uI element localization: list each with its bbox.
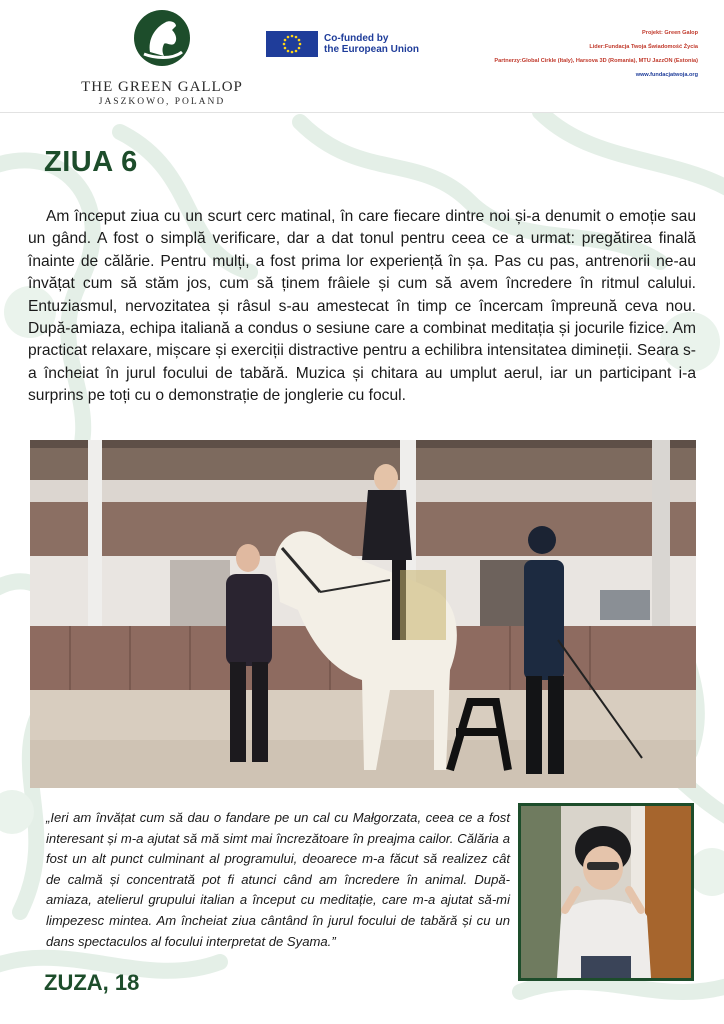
leader-line: Lider:Fundacja Twoja Świadomość Życia bbox=[589, 44, 698, 50]
intro-paragraph: Am început ziua cu un scurt cerc matinal, în care fiecare dintre noi și-a denumit o emoție sau un gând. A fost o simplă verificare, dar a dat tonul pentru ceea ce a urmat: pregătirea finală înainte de călărie. Pentru mulți, a fost prima lor experiență în șa. Pas cu pas, antrenorii ne-au învățat cum să stăm jos, cum să ținem frâiele și cum să avem încredere în ritmul calului. Entuziasmul, nervozitatea și râsul s-au amestecat în timp ce încercam împreună ceva nou. După-amiaza, echipa italiană a condus o sesiune care a combinat meditația și jocurile fizice. Am practicat relaxare, mișcare și exerciții distractive pentru a echilibra intensitatea dimineții. Seara s-a încheiat în jurul focului de tabără. Muzica și chitara au umplut aerul, iar un participant i-a surprins pe toți cu o demonstrație de jonglerie cu focul. bbox=[28, 208, 696, 405]
website-link[interactable]: www.fundacjatwoja.org bbox=[635, 72, 698, 78]
riding-lesson-photo bbox=[30, 440, 696, 788]
eu-cofunded-badge bbox=[266, 30, 419, 58]
eu-flag-icon bbox=[266, 31, 318, 57]
quote-author: ZUZA, 18 bbox=[44, 970, 140, 995]
eu-text bbox=[324, 33, 419, 55]
page-header bbox=[0, 0, 724, 113]
partners-line: Partnerzy:Global Cirkle (Italy), Harsova 3D (Romania), MTU JazzON (Estonia) bbox=[494, 58, 698, 64]
eu-line-1: Co-funded by bbox=[324, 33, 389, 44]
org-location: JASZKOWO, POLAND bbox=[98, 97, 226, 107]
partners-block bbox=[438, 26, 698, 82]
participant-photo bbox=[518, 803, 694, 981]
org-name: THE GREEN GALLOP bbox=[81, 79, 243, 95]
participant-quote: „Ieri am învățat cum să dau o fandare pe un cal cu Małgorzata, ceea ce a fost interesant și m-a ajutat să mă simt mai încrezătoare în preajma cailor. Călăria a fost un alt punct culminant al programului, deoarece m-a făcut să realizez cât de calmă și concentrată pot fi atunci când am încredere în animal. După-amiaza, atelierul grupului italian a început cu meditație, care m-a ajutat să-mi limpezesc mintea. Am încheiat ziua cântând în jurul focului de tabără și cu un dans spectaculos al focului interpretat de Syama.” bbox=[46, 810, 510, 949]
eu-line-2: the European Union bbox=[324, 44, 419, 55]
horse-head-logo-icon bbox=[132, 8, 192, 68]
project-line: Projekt: Green Galop bbox=[642, 30, 698, 36]
green-gallop-logo bbox=[72, 8, 252, 108]
page-title: ZIUA 6 bbox=[44, 146, 138, 178]
